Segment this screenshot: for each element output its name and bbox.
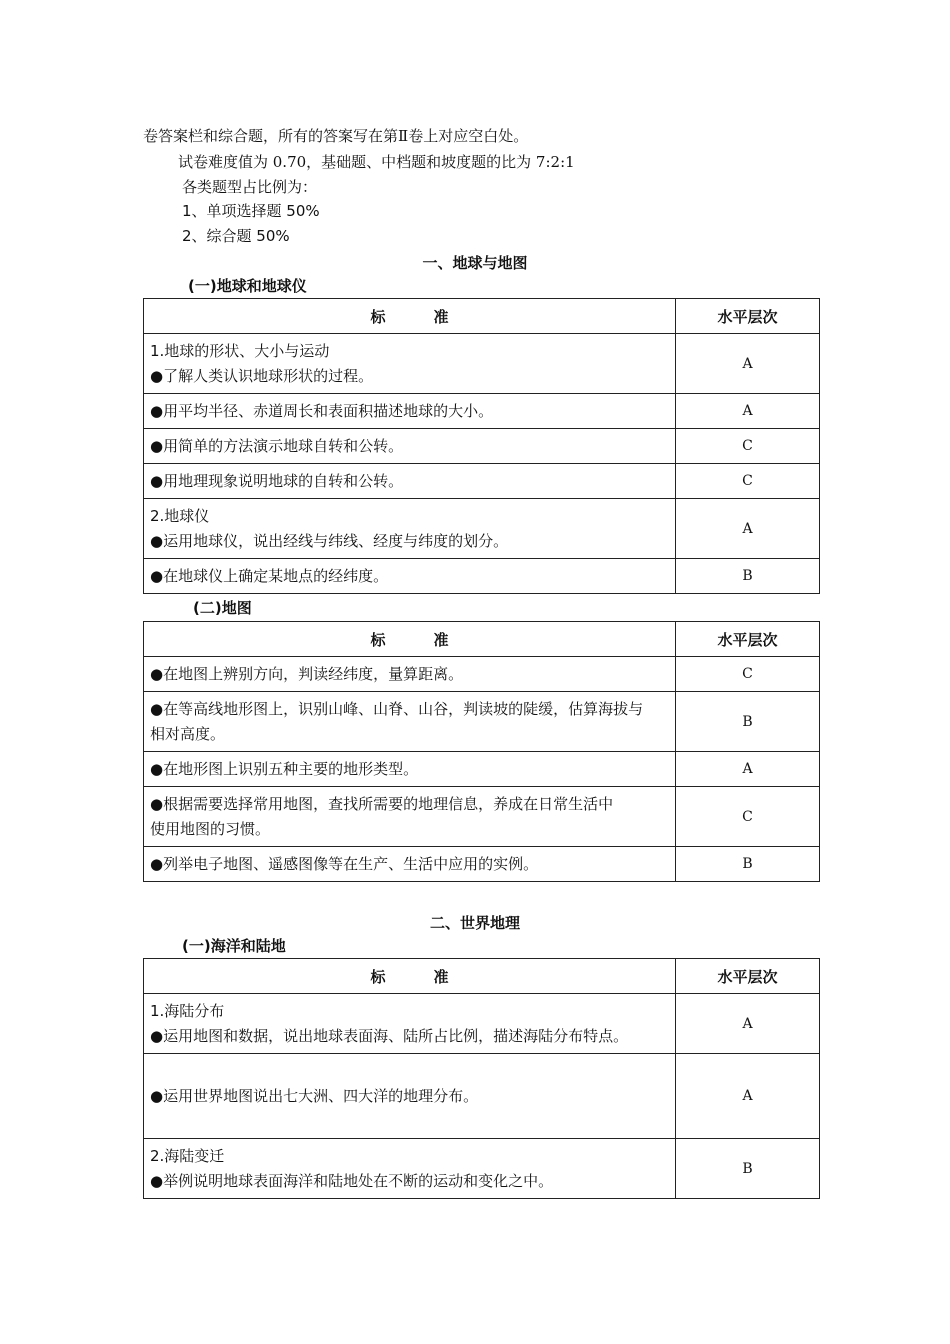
table-row <box>144 334 820 394</box>
header-standard-left: 标 <box>370 630 386 649</box>
section-2-sub-1-title: (一)海洋和陆地 <box>182 937 286 955</box>
level-cell: A <box>676 334 820 394</box>
table-header-row <box>144 622 820 657</box>
standard-cell <box>144 847 676 882</box>
section-2-title: 二、世界地理 <box>429 914 520 932</box>
standard-text: ●在地球仪上确定某地点的经纬度。 <box>150 566 389 585</box>
standard-text: ●在地图上辨别方向，判读经纬度，量算距离。 <box>150 664 464 683</box>
standard-cell <box>144 559 676 594</box>
standard-text: ●用平均半径、赤道周长和表面积描述地球的大小。 <box>150 401 494 420</box>
table-row <box>144 692 820 752</box>
level-cell: B <box>676 1139 820 1199</box>
standard-text: ●用地理现象说明地球的自转和公转。 <box>150 471 404 490</box>
table-row <box>144 394 820 429</box>
table-row <box>144 994 820 1054</box>
table-row <box>144 499 820 559</box>
header-standard <box>144 299 676 334</box>
standard-cell <box>144 1054 676 1139</box>
level-cell: B <box>676 847 820 882</box>
table-maps <box>143 621 820 882</box>
standard-text: ●列举电子地图、遥感图像等在生产、生活中应用的实例。 <box>150 854 539 873</box>
standard-text: ●举例说明地球表面海洋和陆地处在不断的运动和变化之中。 <box>150 1171 554 1190</box>
table-row <box>144 787 820 847</box>
standard-text: 1.地球的形状、大小与运动 <box>150 341 330 360</box>
standard-cell <box>144 334 676 394</box>
standard-text: 使用地图的习惯。 <box>150 819 271 838</box>
level-cell: A <box>676 394 820 429</box>
table-row <box>144 657 820 692</box>
intro-line-1: 卷答案栏和综合题，所有的答案写在第Ⅱ卷上对应空白处。 <box>143 127 529 145</box>
standard-cell <box>144 994 676 1054</box>
header-level: 水平层次 <box>676 622 820 657</box>
standard-cell <box>144 692 676 752</box>
intro-line-2: 试卷难度值为 0.70，基础题、中档题和坡度题的比为 7:2:1 <box>178 153 575 171</box>
level-cell: A <box>676 994 820 1054</box>
table-header-row <box>144 299 820 334</box>
table-row <box>144 752 820 787</box>
standard-cell <box>144 752 676 787</box>
level-cell: C <box>676 787 820 847</box>
intro-line-4: 1、单项选择题 50% <box>182 202 320 220</box>
level-cell: A <box>676 1054 820 1139</box>
standard-text: ●在等高线地形图上，识别山峰、山脊、山谷，判读坡的陡缓，估算海拔与 <box>150 699 644 718</box>
standard-text: ●在地形图上识别五种主要的地形类型。 <box>150 759 419 778</box>
level-cell: C <box>676 464 820 499</box>
standard-cell <box>144 1139 676 1199</box>
intro-line-3: 各类题型占比例为： <box>182 178 318 196</box>
header-level: 水平层次 <box>676 299 820 334</box>
standard-text: 2.地球仪 <box>150 506 210 525</box>
standard-cell <box>144 464 676 499</box>
section-1-sub-1-title: (一)地球和地球仪 <box>188 277 307 295</box>
standard-text: 相对高度。 <box>150 724 226 743</box>
header-standard-left: 标 <box>370 967 386 986</box>
standard-cell <box>144 499 676 559</box>
standard-text: ●运用地球仪，说出经线与纬线、经度与纬度的划分。 <box>150 531 509 550</box>
standard-cell <box>144 394 676 429</box>
header-standard <box>144 959 676 994</box>
standard-cell <box>144 657 676 692</box>
header-standard-right: 准 <box>433 630 449 649</box>
table-ocean-land <box>143 958 820 1199</box>
standard-text: 1.海陆分布 <box>150 1001 225 1020</box>
standard-text: ●运用地图和数据，说出地球表面海、陆所占比例，描述海陆分布特点。 <box>150 1026 629 1045</box>
level-cell: A <box>676 499 820 559</box>
standard-cell <box>144 429 676 464</box>
table-row <box>144 559 820 594</box>
standard-text: ●根据需要选择常用地图，查找所需要的地理信息，养成在日常生活中 <box>150 794 614 813</box>
header-standard-right: 准 <box>433 967 449 986</box>
table-row <box>144 1054 820 1139</box>
standard-text: 2.海陆变迁 <box>150 1146 225 1165</box>
table-row <box>144 1139 820 1199</box>
table-header-row <box>144 959 820 994</box>
standard-cell <box>144 787 676 847</box>
standard-text: ●用简单的方法演示地球自转和公转。 <box>150 436 404 455</box>
table-row <box>144 464 820 499</box>
level-cell: B <box>676 559 820 594</box>
level-cell: B <box>676 692 820 752</box>
header-level: 水平层次 <box>676 959 820 994</box>
header-standard-left: 标 <box>370 307 386 326</box>
section-1-title: 一、地球与地图 <box>422 254 528 272</box>
header-standard <box>144 622 676 657</box>
table-row <box>144 847 820 882</box>
table-row <box>144 429 820 464</box>
level-cell: C <box>676 429 820 464</box>
standard-text: ●运用世界地图说出七大洲、四大洋的地理分布。 <box>150 1086 479 1105</box>
section-1-sub-2-title: (二)地图 <box>193 599 252 617</box>
level-cell: C <box>676 657 820 692</box>
level-cell: A <box>676 752 820 787</box>
intro-line-5: 2、综合题 50% <box>182 227 290 245</box>
header-standard-right: 准 <box>433 307 449 326</box>
table-earth-globe <box>143 298 820 594</box>
standard-text: ●了解人类认识地球形状的过程。 <box>150 366 374 385</box>
